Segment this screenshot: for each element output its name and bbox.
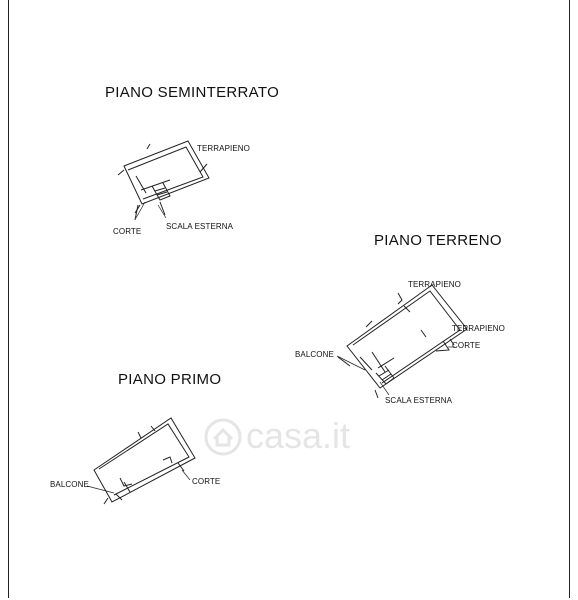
plan-seminterrato: [118, 141, 209, 220]
label-corte-terreno: CORTE: [452, 341, 481, 350]
label-scala-esterna: SCALA ESTERNA: [166, 222, 234, 231]
plan-primo: [94, 418, 195, 504]
label-corte-primo: CORTE: [192, 477, 221, 486]
title-primo: PIANO PRIMO: [118, 371, 222, 388]
title-terreno: PIANO TERRENO: [374, 232, 502, 249]
plan-terreno: [338, 285, 467, 398]
label-terrapieno-top: TERRAPIENO: [408, 280, 462, 289]
label-terrapieno: TERRAPIENO: [197, 144, 251, 153]
watermark-text: casa.it: [246, 415, 351, 456]
label-balcone-terreno: BALCONE: [295, 350, 334, 359]
label-corte: CORTE: [113, 227, 142, 236]
label-balcone-primo: BALCONE: [50, 480, 89, 489]
label-scala-esterna-terreno: SCALA ESTERNA: [385, 396, 453, 405]
label-terrapieno-right: TERRAPIENO: [452, 324, 506, 333]
title-seminterrato: PIANO SEMINTERRATO: [105, 84, 280, 101]
